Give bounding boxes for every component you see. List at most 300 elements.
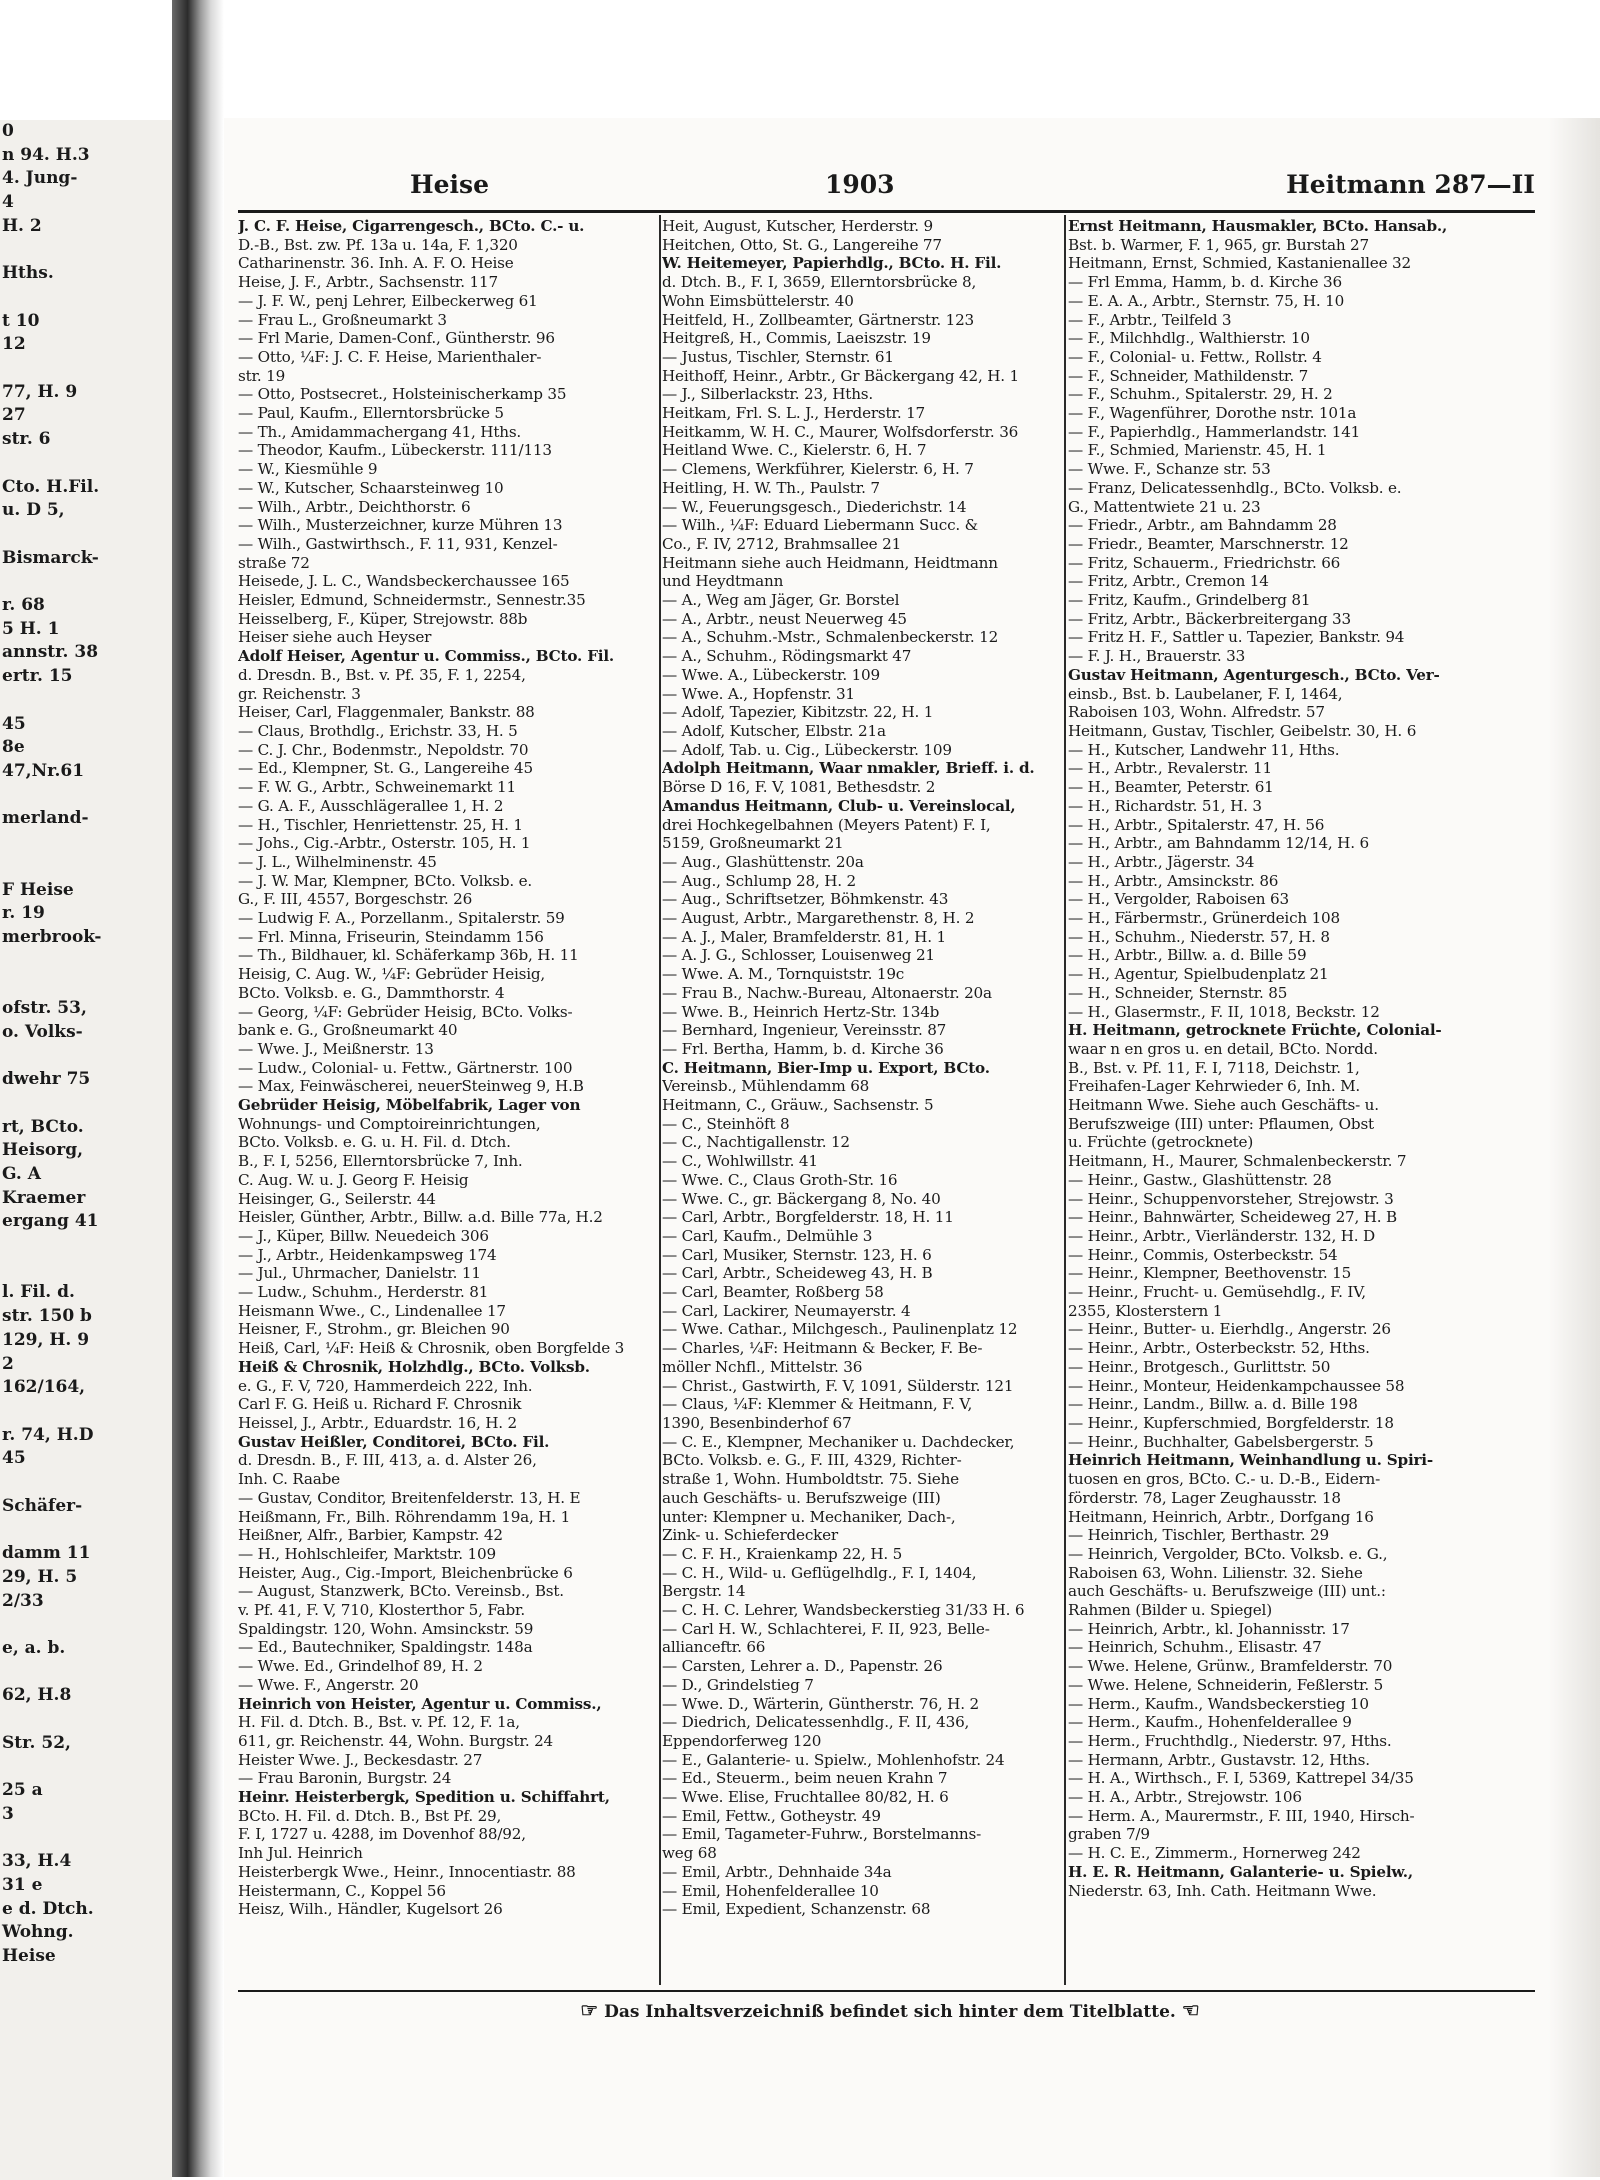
directory-entry: — Clemens, Werkführer, Kielerstr. 6, H. 7 (662, 460, 974, 479)
left-page-text: 25 a (2, 1780, 43, 1801)
directory-entry: — Heinr., Butter- u. Eierhdlg., Angerstr. 26 (1068, 1320, 1391, 1339)
directory-entry: Catharinenstr. 36. Inh. A. F. O. Heise (238, 254, 514, 273)
directory-entry: — F. J. H., Brauerstr. 33 (1068, 647, 1246, 666)
left-page-fragment (0, 120, 172, 2180)
left-page-text (0, 1613, 172, 1637)
left-page-text: o. Volks- (2, 1021, 83, 1042)
directory-entry: — Otto, ¼F: J. C. F. Heise, Marienthaler- (238, 347, 542, 366)
directory-entry: H. Heitmann, getrocknete Früchte, Colonial- (1068, 1021, 1442, 1040)
directory-entry: — H. A., Wirthsch., F. I, 5369, Kattrepel 34/35 (1068, 1769, 1414, 1788)
hand-pointing-left-icon: ☜ (1181, 1998, 1200, 2022)
directory-entry: — H., Arbtr., Billw. a. d. Bille 59 (1068, 946, 1307, 965)
directory-entry: — Emil, Arbtr., Dehnhaide 34a (662, 1862, 892, 1881)
directory-entry: d. Dresdn. B., Bst. v. Pf. 35, F. 1, 2254, (238, 665, 526, 684)
left-page-text: 31 e (2, 1875, 43, 1896)
column-3 (1068, 217, 1478, 1987)
directory-entry: — D., Grindelstieg 7 (662, 1675, 814, 1694)
left-page-text (0, 1234, 172, 1258)
left-page-text (0, 1044, 172, 1068)
directory-entry: — Carl, Arbtr., Borgfelderstr. 18, H. 11 (662, 1208, 954, 1227)
left-page-text: H. 2 (2, 215, 42, 236)
directory-entry: waar n en gros u. en detail, BCto. Nordd. (1068, 1039, 1378, 1058)
left-page-text: 45 (2, 1448, 26, 1469)
directory-entry: Heitkam, Frl. S. L. J., Herderstr. 17 (662, 404, 925, 423)
directory-entry: — Heinr., Bahnwärter, Scheideweg 27, H. B (1068, 1208, 1398, 1227)
directory-entry: C. Aug. W. u. J. Georg F. Heisig (238, 1170, 469, 1189)
directory-entry: — Wwe. Helene, Grünw., Bramfelderstr. 70 (1068, 1657, 1393, 1676)
directory-entry: — H., Kutscher, Landwehr 11, Hths. (1068, 740, 1340, 759)
directory-entry: — Frau Baronin, Burgstr. 24 (238, 1769, 452, 1788)
left-page-text: Kraemer (2, 1187, 86, 1208)
directory-entry: — H., Arbtr., Revalerstr. 11 (1068, 759, 1272, 778)
left-page-text: 45 (2, 713, 26, 734)
directory-entry: Heiß, Carl, ¼F: Heiß & Chrosnik, oben Borgfelde 3 (238, 1339, 625, 1358)
directory-entry: — Wilh., ¼F: Eduard Liebermann Succ. & (662, 516, 978, 535)
left-page-text (0, 1400, 172, 1424)
directory-entry: — H., Schuhm., Niederstr. 57, H. 8 (1068, 927, 1330, 946)
directory-entry: — F., Arbtr., Teilfeld 3 (1068, 310, 1232, 329)
directory-entry: Niederstr. 63, Inh. Cath. Heitmann Wwe. (1068, 1881, 1377, 1900)
directory-entry: straße 72 (238, 553, 310, 572)
directory-entry: — Charles, ¼F: Heitmann & Becker, F. Be- (662, 1339, 983, 1358)
directory-entry: — H., Agentur, Spielbudenplatz 21 (1068, 965, 1329, 984)
directory-entry: Wohnungs- und Comptoireinrichtungen, (238, 1114, 541, 1133)
directory-entry: Heitling, H. W. Th., Paulstr. 7 (662, 478, 880, 497)
directory-entry: einsb., Bst. b. Laubelaner, F. I, 1464, (1068, 684, 1343, 703)
directory-entry: — Adolf, Tapezier, Kibitzstr. 22, H. 1 (662, 703, 934, 722)
directory-entry: Heitmann, Gustav, Tischler, Geibelstr. 30, H. 6 (1068, 721, 1417, 740)
directory-entry: — J. F. W., penj Lehrer, Eilbeckerweg 61 (238, 291, 538, 310)
footer-note: Das Inhaltsverzeichniß befindet sich hinter dem Titelblatte. (604, 2002, 1176, 2022)
directory-entry: — F., Wagenführer, Dorothe nstr. 101a (1068, 404, 1357, 423)
left-page-text (0, 570, 172, 594)
directory-entry: — Herm., Kaufm., Wandsbeckerstieg 10 (1068, 1694, 1369, 1713)
directory-entry: — Wwe. Cathar., Milchgesch., Paulinenplatz 12 (662, 1320, 1018, 1339)
directory-entry: — E. A. A., Arbtr., Sternstr. 75, H. 10 (1068, 291, 1345, 310)
directory-entry: — A., Weg am Jäger, Gr. Borstel (662, 591, 900, 610)
directory-entry: — F., Schuhm., Spitalerstr. 29, H. 2 (1068, 385, 1333, 404)
left-page-text (0, 1708, 172, 1732)
footer-rule (238, 1990, 1535, 1992)
directory-entry: — A. J. G., Schlosser, Louisenweg 21 (662, 946, 935, 965)
directory-entry: u. Früchte (getrocknete) (1068, 1133, 1254, 1152)
left-page-text: rt, BCto. (2, 1116, 84, 1137)
left-page-text: 2 (2, 1353, 14, 1374)
directory-entry: Heissel, J., Arbtr., Eduardstr. 16, H. 2 (238, 1414, 518, 1432)
directory-entry: — Wwe. F., Angerstr. 20 (238, 1675, 419, 1694)
directory-entry: — H., Arbtr., Spitalerstr. 47, H. 56 (1068, 815, 1325, 834)
directory-entry: — Max, Feinwäscherei, neuerSteinweg 9, H.B (238, 1077, 584, 1096)
left-page-text: e, a. b. (2, 1638, 66, 1658)
directory-entry: — Heinr., Brotgesch., Gurlittstr. 50 (1068, 1357, 1331, 1376)
directory-entry: — C. E., Klempner, Mechaniker u. Dachdecker, (662, 1432, 1015, 1451)
directory-entry: — Carl, Lackirer, Neumayerstr. 4 (662, 1301, 911, 1320)
directory-entry: — Emil, Fettw., Gotheystr. 49 (662, 1806, 881, 1825)
directory-entry: Heise, J. F., Arbtr., Sachsenstr. 117 (238, 273, 498, 292)
directory-entry: auch Geschäfts- u. Berufszweige (III) (662, 1488, 941, 1507)
directory-entry: — C. H., Wild- u. Geflügelhdlg., F. I, 1404, (662, 1563, 977, 1582)
directory-entry: — Carsten, Lehrer a. D., Papenstr. 26 (662, 1657, 943, 1676)
directory-entry: — Adolf, Tab. u. Cig., Lübeckerstr. 109 (662, 740, 952, 759)
directory-entry: Bergstr. 14 (662, 1582, 746, 1601)
directory-entry: — Gustav, Conditor, Breitenfelderstr. 13, H. E (238, 1488, 581, 1507)
directory-entry: Vereinsb., Mühlendamm 68 (662, 1077, 870, 1096)
directory-entry: — H., Arbtr., Jägerstr. 34 (1068, 852, 1255, 871)
directory-entry: Gebrüder Heisig, Möbelfabrik, Lager von (238, 1096, 581, 1115)
directory-entry: Raboisen 63, Wohn. Lilienstr. 32. Siehe (1068, 1563, 1363, 1582)
directory-entry: — Heinrich, Arbtr., kl. Johannisstr. 17 (1068, 1619, 1350, 1638)
directory-entry: — H., Tischler, Henriettenstr. 25, H. 1 (238, 815, 523, 834)
page-footer (540, 1998, 1240, 2022)
directory-entry: — Heinr., Arbtr., Vierländerstr. 132, H. D (1068, 1226, 1376, 1245)
directory-entry: Heinrich Heitmann, Weinhandlung u. Spiri- (1068, 1451, 1433, 1470)
directory-entry: Heitmann, Heinrich, Arbtr., Dorfgang 16 (1068, 1507, 1374, 1526)
directory-entry: — C., Wohlwillstr. 41 (662, 1152, 818, 1171)
directory-entry: 611, gr. Reichenstr. 44, Wohn. Burgstr. 24 (238, 1731, 554, 1750)
directory-entry: — August, Arbtr., Margarethenstr. 8, H. 2 (662, 909, 975, 928)
left-page-text: r. 19 (2, 903, 45, 924)
directory-entry: Spaldingstr. 120, Wohn. Amsinckstr. 59 (238, 1619, 534, 1638)
directory-entry: — Th., Bildhauer, kl. Schäferkamp 36b, H. 11 (238, 946, 579, 965)
directory-entry: Heitkamm, W. H. C., Maurer, Wolfsdorferstr. 36 (662, 422, 1019, 441)
directory-entry: — Christ., Gastwirth, F. V, 1091, Sülderstr. 121 (662, 1376, 1014, 1395)
directory-entry: straße 1, Wohn. Humboldtstr. 75. Siehe (662, 1470, 959, 1489)
directory-entry: Heisner, F., Strohm., gr. Bleichen 90 (238, 1320, 510, 1339)
left-page-text: Hths. (2, 263, 54, 284)
directory-entry: Heißmann, Fr., Bilh. Röhrendamm 19a, H. 1 (238, 1507, 571, 1526)
directory-entry: — Carl H. W., Schlachterei, F. II, 923, Belle- (662, 1619, 990, 1638)
directory-entry: — Georg, ¼F: Gebrüder Heisig, BCto. Volks- (238, 1002, 573, 1021)
directory-entry: — Hermann, Arbtr., Gustavstr. 12, Hths. (1068, 1750, 1370, 1769)
directory-entry: — Heinr., Frucht- u. Gemüsehdlg., F. IV, (1068, 1283, 1366, 1302)
directory-entry: — Friedr., Arbtr., am Bahndamm 28 (1068, 516, 1337, 535)
directory-entry: e. G., F. V, 720, Hammerdeich 222, Inh. (238, 1376, 533, 1395)
directory-entry: — Jul., Uhrmacher, Danielstr. 11 (238, 1264, 481, 1283)
book-binding (172, 0, 224, 2177)
page-header (235, 170, 1535, 206)
directory-entry: unter: Klempner u. Mechaniker, Dach-, (662, 1507, 956, 1526)
directory-entry: 1390, Besenbinderhof 67 (662, 1414, 852, 1432)
directory-entry: — J. L., Wilhelminenstr. 45 (238, 852, 437, 871)
directory-entry: — F., Schmied, Marienstr. 45, H. 1 (1068, 441, 1327, 460)
directory-entry: — Wwe. A. M., Tornquiststr. 19c (662, 965, 905, 984)
left-page-text: 2/33 (2, 1590, 44, 1611)
directory-entry: Co., F. IV, 2712, Brahmsallee 21 (662, 534, 902, 553)
directory-entry: Heisz, Wilh., Händler, Kugelsort 26 (238, 1900, 503, 1919)
directory-entry: Bst. b. Warmer, F. 1, 965, gr. Burstah 27 (1068, 235, 1369, 254)
directory-entry: — Aug., Schriftsetzer, Böhmkenstr. 43 (662, 890, 949, 909)
directory-entry: W. Heitemeyer, Papierhdlg., BCto. H. Fil. (662, 254, 1002, 273)
directory-entry: — Frl. Bertha, Hamm, b. d. Kirche 36 (662, 1039, 944, 1058)
directory-entry: — Heinr., Klempner, Beethovenstr. 15 (1068, 1264, 1352, 1283)
left-page-text: 77, H. 9 (2, 381, 78, 402)
hand-pointing-right-icon: ☞ (580, 1998, 599, 2022)
directory-entry: Gustav Heißler, Conditorei, BCto. Fil. (238, 1432, 550, 1451)
left-page-text: l. Fil. d. (2, 1282, 75, 1303)
directory-entry: — Heinrich, Tischler, Berthastr. 29 (1068, 1526, 1329, 1545)
directory-entry: — Franz, Delicatessenhdlg., BCto. Volksb. e. (1068, 478, 1402, 497)
directory-entry: — Heinr., Landm., Billw. a. d. Bille 198 (1068, 1395, 1358, 1414)
left-page-text: ertr. 15 (2, 666, 73, 687)
directory-entry: — F., Schneider, Mathildenstr. 7 (1068, 366, 1309, 385)
directory-entry: — C., Nachtigallenstr. 12 (662, 1133, 850, 1152)
directory-entry: — Herm., Kaufm., Hohenfelderallee 9 (1068, 1713, 1352, 1732)
directory-entry: — Heinr., Schuppenvorsteher, Strejowstr. 3 (1068, 1189, 1394, 1208)
directory-entry: D.-B., Bst. zw. Pf. 13a u. 14a, F. 1,320 (238, 235, 518, 254)
directory-entry: d. Dtch. B., F. I, 3659, Ellerntorsbrücke 8, (662, 273, 977, 292)
left-page-text: 12 (2, 334, 26, 355)
left-page-text (0, 452, 172, 476)
directory-entry: drei Hochkegelbahnen (Meyers Patent) F. I, (662, 815, 991, 834)
left-page-text (0, 1756, 172, 1780)
directory-entry: — W., Feuerungsgesch., Diederichstr. 14 (662, 497, 967, 516)
directory-entry: — H., Hohlschleifer, Marktstr. 109 (238, 1544, 496, 1563)
directory-entry: — Frl. Minna, Friseurin, Steindamm 156 (238, 927, 544, 946)
left-page-text: F Heise (2, 879, 74, 900)
directory-entry: — Justus, Tischler, Sternstr. 61 (662, 347, 894, 366)
left-page-text: 27 (2, 405, 26, 426)
column-divider (659, 215, 661, 1985)
directory-entry: — A., Schuhm., Rödingsmarkt 47 (662, 647, 912, 666)
directory-entry: Heister Wwe. J., Beckesdastr. 27 (238, 1750, 483, 1769)
directory-entry: — Herm. A., Maurermstr., F. III, 1940, Hirsch- (1068, 1806, 1415, 1825)
directory-entry: — Frl Emma, Hamm, b. d. Kirche 36 (1068, 273, 1342, 292)
directory-entry: graben 7/9 (1068, 1825, 1150, 1844)
left-page-text: 129, H. 9 (2, 1329, 90, 1350)
directory-entry: Ernst Heitmann, Hausmakler, BCto. Hansab., (1068, 217, 1448, 235)
directory-entry: — C. H. C. Lehrer, Wandsbeckerstieg 31/33 H. 6 (662, 1601, 1025, 1620)
left-page-text: r. 68 (2, 595, 45, 616)
directory-entry: — Claus, ¼F: Klemmer & Heitmann, F. V, (662, 1395, 973, 1414)
left-page-text (0, 1518, 172, 1542)
directory-entry: allianceftr. 66 (662, 1638, 766, 1657)
directory-entry: H. E. R. Heitmann, Galanterie- u. Spielw., (1068, 1862, 1413, 1881)
left-page-text: e d. Dtch. (2, 1898, 94, 1919)
directory-entry: BCto. Volksb. e. G. u. H. Fil. d. Dtch. (238, 1133, 511, 1152)
directory-entry: — Wwe. C., gr. Bäckergang 8, No. 40 (662, 1189, 941, 1208)
column-1 (238, 217, 656, 1987)
directory-entry: — Ed., Klempner, St. G., Langereihe 45 (238, 759, 533, 778)
directory-entry: — Fritz, Kaufm., Grindelberg 81 (1068, 591, 1311, 610)
left-page-text (0, 1827, 172, 1851)
directory-entry: — Heinrich, Schuhm., Elisastr. 47 (1068, 1638, 1322, 1657)
directory-entry: — F., Papierhdlg., Hammerlandstr. 141 (1068, 422, 1361, 441)
directory-entry: — H., Beamter, Peterstr. 61 (1068, 778, 1274, 797)
left-page-text (0, 239, 172, 263)
directory-entry: — J., Silberlackstr. 23, Hths. (662, 385, 873, 404)
left-page-text: damm 11 (2, 1543, 91, 1564)
directory-entry: — Heinr., Commis, Osterbeckstr. 54 (1068, 1245, 1338, 1264)
directory-entry: — Heinr., Buchhalter, Gabelsbergerstr. 5 (1068, 1432, 1374, 1451)
directory-entry: Heißner, Alfr., Barbier, Kampstr. 42 (238, 1526, 503, 1545)
directory-entry: Heitfeld, H., Zollbeamter, Gärtnerstr. 123 (662, 310, 974, 329)
left-page-text: annstr. 38 (2, 642, 99, 663)
directory-entry: Heisede, J. L. C., Wandsbeckerchaussee 165 (238, 572, 570, 591)
directory-entry: Heitmann, H., Maurer, Schmalenbeckerstr. 7 (1068, 1152, 1407, 1171)
directory-entry: — Ludw., Colonial- u. Fettw., Gärtnerstr. 100 (238, 1058, 573, 1077)
left-page-text: 29, H. 5 (2, 1566, 78, 1587)
directory-entry: — H., Schneider, Sternstr. 85 (1068, 983, 1288, 1002)
directory-entry: — Fritz, Arbtr., Cremon 14 (1068, 572, 1269, 591)
directory-entry: H. Fil. d. Dtch. B., Bst. v. Pf. 12, F. 1a, (238, 1713, 520, 1732)
directory-entry: — Frau B., Nachw.-Bureau, Altonaerstr. 20a (662, 983, 992, 1002)
directory-entry: — C. F. H., Kraienkamp 22, H. 5 (662, 1544, 903, 1563)
directory-entry: 2355, Klosterstern 1 (1068, 1301, 1223, 1320)
directory-entry: — Heinrich, Vergolder, BCto. Volksb. e. G., (1068, 1544, 1388, 1563)
left-page-text: r. 74, H.D (2, 1424, 94, 1445)
left-page-text: merland- (2, 808, 89, 829)
directory-entry: — Frl Marie, Damen-Conf., Güntherstr. 96 (238, 329, 555, 348)
directory-entry: Heisler, Günther, Arbtr., Billw. a.d. Bille 77a, H.2 (238, 1208, 603, 1227)
directory-entry: auch Geschäfts- u. Berufszweige (III) unt.: (1068, 1582, 1386, 1601)
directory-entry: str. 19 (238, 366, 286, 385)
left-page-text: 162/164, (2, 1377, 86, 1398)
directory-entry: B., Bst. v. Pf. 11, F. I, 7118, Deichstr. 1, (1068, 1058, 1360, 1077)
left-page-text: Bismarck- (2, 547, 99, 568)
left-page-text: Wohng. (2, 1922, 74, 1943)
directory-entry: — J., Arbtr., Heidenkampsweg 174 (238, 1245, 497, 1264)
directory-entry: Börse D 16, F. V, 1081, Bethesdstr. 2 (662, 778, 936, 797)
directory-entry: — Wwe. D., Wärterin, Güntherstr. 76, H. 2 (662, 1694, 979, 1713)
directory-entry: — H., Vergolder, Raboisen 63 (1068, 890, 1289, 909)
directory-entry: — Fritz, Arbtr., Bäckerbreitergang 33 (1068, 609, 1351, 628)
directory-entry: tuosen en gros, BCto. C.- u. D.-B., Eidern- (1068, 1470, 1381, 1489)
directory-entry: weg 68 (662, 1844, 717, 1863)
directory-entry: — Emil, Expedient, Schanzenstr. 68 (662, 1900, 931, 1919)
directory-entry: — Heinr., Gastw., Glashüttenstr. 28 (1068, 1170, 1332, 1189)
left-page-text (0, 784, 172, 808)
left-page-text: Schäfer- (2, 1495, 83, 1516)
directory-entry: Carl F. G. Heiß u. Richard F. Chrosnik (238, 1395, 522, 1414)
directory-entry: förderstr. 78, Lager Zeughausstr. 18 (1068, 1488, 1341, 1507)
left-page-text: n 94. H.3 (2, 144, 90, 165)
directory-entry: möller Nchfl., Mittelstr. 36 (662, 1357, 863, 1376)
directory-entry: — W., Kiesmühle 9 (238, 460, 378, 479)
directory-entry: — Carl, Kaufm., Delmühle 3 (662, 1226, 873, 1245)
directory-entry: G., F. III, 4557, Borgeschstr. 26 (238, 890, 473, 909)
directory-entry: — Wwe. Elise, Fruchtallee 80/82, H. 6 (662, 1788, 949, 1807)
directory-entry: — Paul, Kaufm., Ellerntorsbrücke 5 (238, 404, 504, 423)
left-page-text (0, 523, 172, 547)
directory-entry: — Wilh., Arbtr., Deichthorstr. 6 (238, 497, 471, 516)
directory-entry: Adolph Heitmann, Waar nmakler, Brieff. i. d. (662, 759, 1035, 778)
left-page-text: str. 150 b (2, 1306, 92, 1327)
directory-entry: 5159, Großneumarkt 21 (662, 834, 844, 853)
directory-entry: — Wwe. A., Hopfenstr. 31 (662, 684, 855, 703)
left-page-text: dwehr 75 (2, 1069, 91, 1090)
left-page-text: Heise (2, 1946, 56, 1967)
directory-entry: Wohn Eimsbüttelerstr. 40 (662, 291, 854, 310)
left-page-text: Heisorg, (2, 1140, 84, 1161)
directory-entry: — Ludwig F. A., Porzellanm., Spitalerstr. 59 (238, 909, 565, 928)
directory-entry: — A., Schuhm.-Mstr., Schmalenbeckerstr. 12 (662, 628, 999, 647)
directory-entry: — Otto, Postsecret., Holsteinischerkamp 35 (238, 385, 567, 404)
header-year: 1903 (825, 170, 895, 199)
directory-entry: BCto. H. Fil. d. Dtch. B., Bst Pf. 29, (238, 1806, 502, 1825)
directory-entry: Heithoff, Heinr., Arbtr., Gr Bäckergang 42, H. 1 (662, 366, 1019, 385)
left-page-text: 33, H.4 (2, 1851, 72, 1872)
directory-entry: Heit, August, Kutscher, Herderstr. 9 (662, 217, 933, 235)
directory-entry: — Fritz, Schauerm., Friedrichstr. 66 (1068, 553, 1341, 572)
directory-entry: — Emil, Hohenfelderallee 10 (662, 1881, 879, 1900)
directory-entry: — Wwe. B., Heinrich Hertz-Str. 134b (662, 1002, 940, 1021)
directory-entry: — C., Steinhöft 8 (662, 1114, 790, 1133)
directory-entry: G., Mattentwiete 21 u. 23 (1068, 497, 1261, 516)
left-page-text (0, 286, 172, 310)
directory-entry: C. Heitmann, Bier-Imp u. Export, BCto. (662, 1058, 990, 1077)
directory-entry: Heisig, C. Aug. W., ¼F: Gebrüder Heisig, (238, 965, 546, 984)
left-page-text (0, 357, 172, 381)
directory-entry: Heister, Aug., Cig.-Import, Bleichenbrücke 6 (238, 1563, 573, 1582)
directory-entry: Heinr. Heisterbergk, Spedition u. Schiffahrt, (238, 1788, 610, 1807)
directory-entry: — H., Richardstr. 51, H. 3 (1068, 796, 1262, 815)
directory-entry: — A. J., Maler, Bramfelderstr. 81, H. 1 (662, 927, 946, 946)
directory-entry: B., F. I, 5256, Ellerntorsbrücke 7, Inh. (238, 1152, 523, 1171)
directory-entry: — Ed., Bautechniker, Spaldingstr. 148a (238, 1638, 533, 1657)
directory-entry: Heismann Wwe., C., Lindenallee 17 (238, 1301, 506, 1320)
directory-entry: — Wwe. Ed., Grindelhof 89, H. 2 (238, 1657, 483, 1676)
directory-entry: Heisler, Edmund, Schneidermstr., Sennestr.35 (238, 591, 586, 610)
directory-entry: F. I, 1727 u. 4288, im Dovenhof 88/92, (238, 1825, 526, 1844)
directory-entry: Heinrich von Heister, Agentur u. Commiss., (238, 1694, 602, 1713)
directory-entry: — H., Arbtr., am Bahndamm 12/14, H. 6 (1068, 834, 1369, 853)
left-page-text: G. A (2, 1163, 41, 1184)
left-page-text (0, 1258, 172, 1282)
directory-entry: Heitmann Wwe. Siehe auch Geschäfts- u. (1068, 1096, 1379, 1115)
left-page-text: 8e (2, 737, 25, 758)
directory-entry: Adolf Heiser, Agentur u. Commiss., BCto. Fil. (238, 647, 615, 666)
directory-entry: — Carl, Musiker, Sternstr. 123, H. 6 (662, 1245, 932, 1264)
directory-entry: — F., Colonial- u. Fettw., Rollstr. 4 (1068, 347, 1322, 366)
directory-entry: BCto. Volksb. e. G., F. III, 4329, Richter- (662, 1451, 962, 1470)
directory-entry: — W., Kutscher, Schaarsteinweg 10 (238, 478, 504, 497)
directory-entry: — Claus, Brothdlg., Erichstr. 33, H. 5 (238, 721, 518, 740)
directory-entry: — Heinr., Kupferschmied, Borgfelderstr. 18 (1068, 1414, 1394, 1432)
directory-entry: — H. C. E., Zimmerm., Hornerweg 242 (1068, 1844, 1361, 1863)
left-page-text: 4. Jung- (2, 168, 78, 189)
directory-entry: — Diedrich, Delicatessenhdlg., F. II, 436, (662, 1713, 970, 1732)
left-page-text: ergang 41 (2, 1211, 99, 1232)
directory-entry: — Wilh., Gastwirthsch., F. 11, 931, Kenzel- (238, 534, 558, 553)
directory-entry: Heisselberg, F., Küper, Strejowstr. 88b (238, 609, 528, 628)
directory-entry: — Wwe. A., Lübeckerstr. 109 (662, 665, 880, 684)
directory-entry: Heistermann, C., Koppel 56 (238, 1881, 446, 1900)
left-page-text (0, 855, 172, 879)
directory-entry: Raboisen 103, Wohn. Alfredstr. 57 (1068, 703, 1325, 722)
left-page-text: 4 (2, 192, 14, 213)
directory-entry: — Aug., Glashüttenstr. 20a (662, 852, 864, 871)
left-page-text: merbrook- (2, 926, 102, 947)
page-edge-shadow (1548, 118, 1600, 2177)
left-page-text (0, 1661, 172, 1685)
directory-entry: — J. W. Mar, Klempner, BCto. Volksb. e. (238, 871, 533, 890)
directory-entry: — Heinr., Monteur, Heidenkampchaussee 58 (1068, 1376, 1405, 1395)
directory-entry: — H. A., Arbtr., Strejowstr. 106 (1068, 1788, 1302, 1807)
directory-entry: Heiser siehe auch Heyser (238, 628, 432, 647)
directory-entry: — Adolf, Kutscher, Elbstr. 21a (662, 721, 886, 740)
directory-entry: Rahmen (Bilder u. Spiegel) (1068, 1601, 1272, 1620)
directory-entry: — Ed., Steuerm., beim neuen Krahn 7 (662, 1769, 948, 1788)
directory-entry: — August, Stanzwerk, BCto. Vereinsb., Bst. (238, 1582, 564, 1601)
directory-entry: Zink- u. Schieferdecker (662, 1526, 838, 1545)
directory-entry: — Wilh., Musterzeichner, kurze Mühren 13 (238, 516, 563, 535)
left-page-text: Str. 52, (2, 1732, 71, 1753)
directory-entry: Heiser, Carl, Flaggenmaler, Bankstr. 88 (238, 703, 535, 722)
directory-entry: — Carl, Arbtr., Scheideweg 43, H. B (662, 1264, 933, 1283)
column-2 (662, 217, 1062, 1987)
directory-entry: Gustav Heitmann, Agenturgesch., BCto. Ver- (1068, 665, 1440, 684)
left-page-text: t 10 (2, 310, 40, 331)
